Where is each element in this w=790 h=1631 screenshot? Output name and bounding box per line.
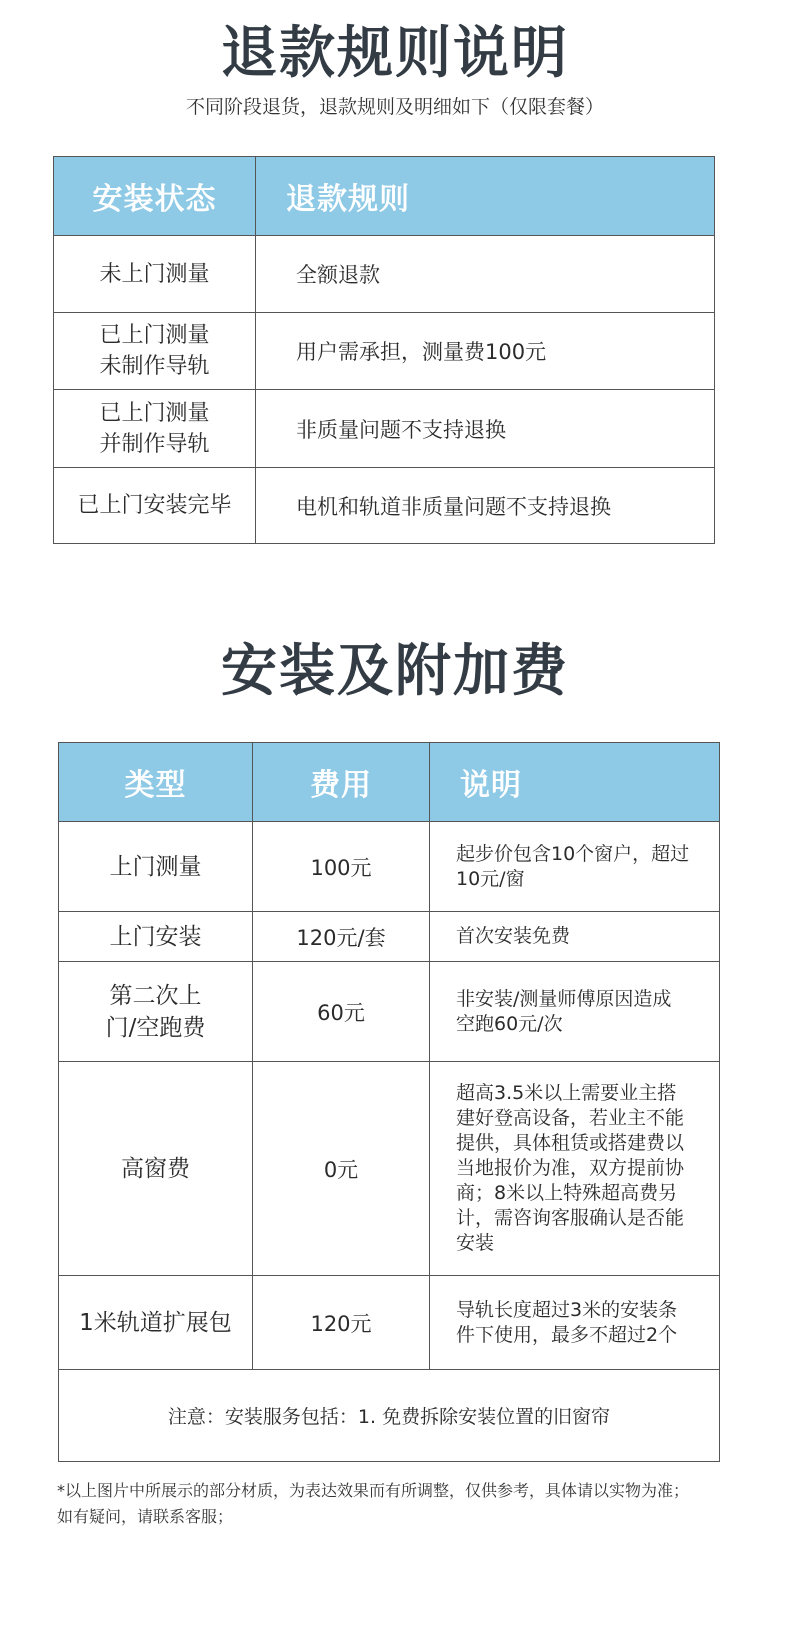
refund-rules-title: 退款规则说明 bbox=[221, 21, 569, 86]
fee-description bbox=[430, 912, 720, 962]
fee-cost: 60元 bbox=[253, 962, 430, 1062]
description-line: 导轨长度超过3米的安装条 bbox=[456, 1298, 678, 1321]
description-line: 非安装/测量师傅原因造成 bbox=[456, 987, 672, 1010]
refund-rule: 非质量问题不支持退换 bbox=[256, 390, 715, 468]
fee-description bbox=[430, 822, 720, 912]
table-row bbox=[54, 390, 715, 468]
install-fees-title: 安装及附加费 bbox=[221, 639, 569, 704]
fee-type: 上门测量 bbox=[59, 822, 253, 912]
install-state bbox=[54, 313, 256, 390]
header-type: 类型 bbox=[59, 743, 253, 822]
header-install-state: 安装状态 bbox=[54, 157, 256, 236]
refund-table-header bbox=[54, 157, 715, 236]
description-line: 超高3.5米以上需要业主搭 bbox=[456, 1082, 677, 1104]
install-state: 未上门测量 bbox=[54, 236, 256, 313]
footnote-line: *以上图片中所展示的部分材质，为表达效果而有所调整，仅供参考，具体请以实物为准； bbox=[57, 1481, 690, 1500]
refund-rules-subtitle: 不同阶段退货，退款规则及明细如下（仅限套餐） bbox=[185, 96, 604, 118]
install-state-line: 并制作导轨 bbox=[99, 431, 210, 457]
install-state-line: 未制作导轨 bbox=[99, 354, 210, 379]
install-state bbox=[54, 390, 256, 468]
install-state-line: 已上门测量 bbox=[99, 400, 210, 426]
fee-description bbox=[430, 1276, 720, 1370]
fee-type-line: 门/空跑费 bbox=[105, 1014, 206, 1041]
description-line: 当地报价为准，双方提前协 bbox=[456, 1157, 685, 1179]
header-cost: 费用 bbox=[253, 743, 430, 822]
table-row bbox=[59, 1062, 720, 1276]
install-state: 已上门安装完毕 bbox=[54, 468, 256, 544]
fee-table-header bbox=[59, 743, 720, 822]
disclaimer-footnote bbox=[57, 1478, 747, 1530]
note-row bbox=[59, 1370, 720, 1462]
footnote-line: 如有疑问，请联系客服； bbox=[57, 1507, 234, 1526]
table-row bbox=[59, 962, 720, 1062]
description-line: 起步价包含10个窗户，超过 bbox=[456, 842, 690, 865]
refund-rule: 用户需承担，测量费100元 bbox=[256, 313, 715, 390]
refund-rules-table bbox=[53, 156, 715, 544]
install-state-line: 已上门测量 bbox=[99, 323, 210, 348]
fee-type: 高窗费 bbox=[59, 1062, 253, 1276]
description-line: 首次安装免费 bbox=[456, 925, 571, 947]
description-line: 件下使用，最多不超过2个 bbox=[456, 1323, 678, 1346]
header-description: 说明 bbox=[430, 743, 720, 822]
table-row bbox=[54, 313, 715, 390]
description-line: 建好登高设备，若业主不能 bbox=[456, 1107, 685, 1129]
description-line: 计，需咨询客服确认是否能 bbox=[456, 1207, 685, 1229]
fee-description bbox=[430, 962, 720, 1062]
description-line: 10元/窗 bbox=[456, 867, 525, 890]
table-row bbox=[59, 912, 720, 962]
fee-type bbox=[59, 962, 253, 1062]
header-refund-rule: 退款规则 bbox=[256, 157, 715, 236]
fee-cost: 120元 bbox=[253, 1276, 430, 1370]
table-row bbox=[59, 822, 720, 912]
description-line: 安装 bbox=[456, 1232, 495, 1254]
fee-type: 1米轨道扩展包 bbox=[59, 1276, 253, 1370]
table-row bbox=[54, 236, 715, 313]
service-note: 注意：安装服务包括：1. 免费拆除安装位置的旧窗帘 bbox=[59, 1370, 720, 1462]
table-row bbox=[54, 468, 715, 544]
fee-description bbox=[430, 1062, 720, 1276]
fee-cost: 0元 bbox=[253, 1062, 430, 1276]
fee-type: 上门安装 bbox=[59, 912, 253, 962]
refund-rule: 电机和轨道非质量问题不支持退换 bbox=[256, 468, 715, 544]
description-line: 商；8米以上特殊超高费另 bbox=[456, 1182, 678, 1204]
fee-cost: 100元 bbox=[253, 822, 430, 912]
table-row bbox=[59, 1276, 720, 1370]
refund-rule: 全额退款 bbox=[256, 236, 715, 313]
install-fees-table bbox=[58, 742, 720, 1462]
fee-type-line: 第二次上 bbox=[109, 982, 202, 1009]
description-line: 空跑60元/次 bbox=[456, 1012, 563, 1035]
fee-cost: 120元/套 bbox=[253, 912, 430, 962]
description-line: 提供，具体租赁或搭建费以 bbox=[456, 1132, 685, 1154]
